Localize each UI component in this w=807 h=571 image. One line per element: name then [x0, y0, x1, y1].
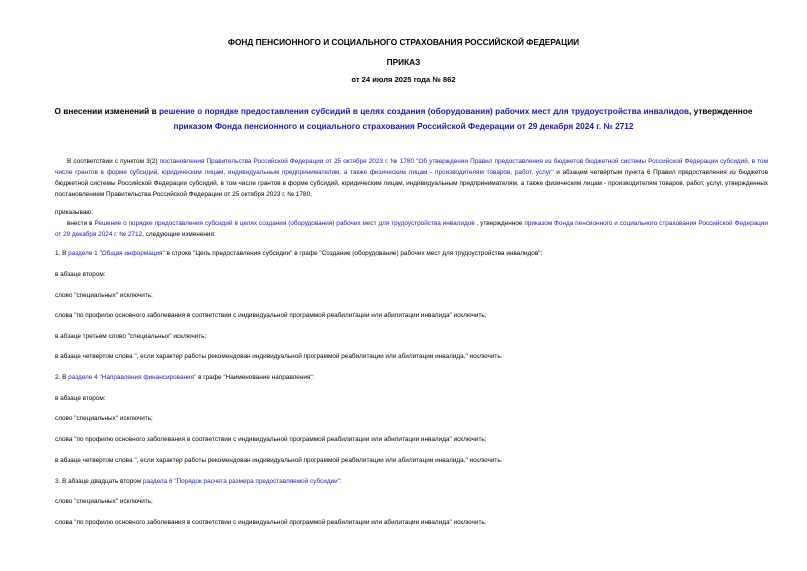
- date-number-heading: от 24 июля 2025 года № 862: [351, 75, 456, 84]
- item-2-sub-a: в абзаце втором:: [55, 395, 106, 402]
- item-1-sub-e: в абзаце четвертом слова ", если характер работы рекомендован индивидуальной программой реабилитации или абилитации инвалида," исключить.: [55, 353, 503, 360]
- item-3-text-pre: 3. В абзаце двадцать втором: [55, 478, 144, 485]
- item-1-sub-b: слово "специальных" исключить;: [55, 292, 153, 299]
- order-title: [0, 104, 807, 134]
- item-2-sub-b: слово "специальных" исключить;: [55, 415, 153, 422]
- preamble-text-post: и абзацем четвертым пункта 6 Правил предоставления из бюджетов бюджетной системы Российской Федерации субсидий, в том числе грантов в форме субсидий, юридическим лицам, индивидуальным предпринимателям, а также физическим лицам - производителям товаров, работ, услуг, утвержденных постановлением Правительства Российской Федерации от 25 октября 2023 г. № 1780,: [55, 169, 769, 198]
- item-2-sub-d: в абзаце четвертом слова ", если характер работы рекомендован индивидуальной программой реабилитации или абилитации инвалида," исключить.: [55, 457, 503, 464]
- order-word: приказываю:: [55, 209, 93, 216]
- item-3: [55, 477, 342, 487]
- item-3-link-section-6[interactable]: раздела 6 "Порядок расчета размера предоставляемой субсидии": [143, 478, 340, 485]
- item-1-text-post: в строке "Цель предоставления субсидии" в графе "Создание (оборудование) рабочих мест для трудоустройства инвалидов":: [164, 250, 543, 257]
- title-link-decision[interactable]: решение о порядке предоставления субсидий в целях создания (оборудования) рабочих мест для трудоустройства инвалидов: [158, 106, 690, 116]
- item-3-text-post: :: [339, 478, 342, 485]
- preamble-link-resolution[interactable]: постановления Правительства Российской Федерации от 25 октября 2023 г. № 1780 "Об утверждении Правил предоставления из бюджетов бюджетной системы Российской Федерации субсидий, в том числе грантов в форме субсидий, юридическим лицам, индивидуальным предпринимателям, а также физическим лицам - производителям товаров, работ, услуг": [55, 158, 768, 176]
- changes-intro-paragraph: [55, 218, 768, 240]
- item-2-sub-c: слова "по профилю основного заболевания в соответствии с индивидуальной программой реабилитации или абилитации инвалида" исключить;: [55, 436, 487, 443]
- title-text-pre: О внесении изменений в: [54, 106, 159, 116]
- item-3-sub-a: слово "специальных" исключить;: [55, 498, 153, 505]
- title-text-mid: , утвержденное: [689, 106, 753, 116]
- item-2-text-post: в графе "Наименование направления":: [196, 374, 315, 381]
- item-2: [55, 373, 314, 383]
- changes-link-decision[interactable]: Решение о порядке предоставления субсидий в целях создания (оборудования) рабочих мест для трудоустройства инвалидов: [94, 220, 475, 227]
- changes-text-mid: , утвержденное: [474, 220, 525, 227]
- item-1-sub-d: в абзаце третьем слово "специальных" исключить;: [55, 333, 207, 340]
- changes-text-pre: внести в: [67, 220, 95, 227]
- item-1-link-section-1[interactable]: разделе 1 "Общая информация": [68, 250, 165, 257]
- title-link-order[interactable]: приказом Фонда пенсионного и социального страхования Российской Федерации от 29 декабря 2024 г. № 2712: [173, 121, 634, 131]
- organization-heading: ФОНД ПЕНСИОННОГО И СОЦИАЛЬНОГО СТРАХОВАНИЯ РОССИЙСКОЙ ФЕДЕРАЦИИ: [227, 37, 580, 47]
- document-type-heading: ПРИКАЗ: [386, 57, 421, 67]
- item-2-link-section-4[interactable]: разделе 4 "Направления финансирования": [68, 374, 197, 381]
- changes-text-post: , следующие изменения:: [142, 231, 216, 238]
- changes-link-order[interactable]: приказом Фонда пенсионного и социального страхования Российской Федерации от 29 декабря 2024 г. № 2712: [55, 220, 768, 238]
- item-1: [55, 249, 542, 259]
- item-1-text-pre: 1. В: [55, 250, 69, 257]
- item-3-sub-b: слова "по профилю основного заболевания в соответствии с индивидуальной программой реабилитации или абилитации инвалида" исключить.: [55, 519, 487, 526]
- preamble-paragraph: [55, 156, 768, 200]
- item-2-text-pre: 2. В: [55, 374, 69, 381]
- item-1-sub-c: слова "по профилю основного заболевания в соответствии с индивидуальной программой реабилитации или абилитации инвалида" исключить;: [55, 312, 487, 319]
- preamble-text-pre: В соответствии с пунктом 3(2): [67, 158, 160, 165]
- item-1-sub-a: в абзаце втором:: [55, 271, 106, 278]
